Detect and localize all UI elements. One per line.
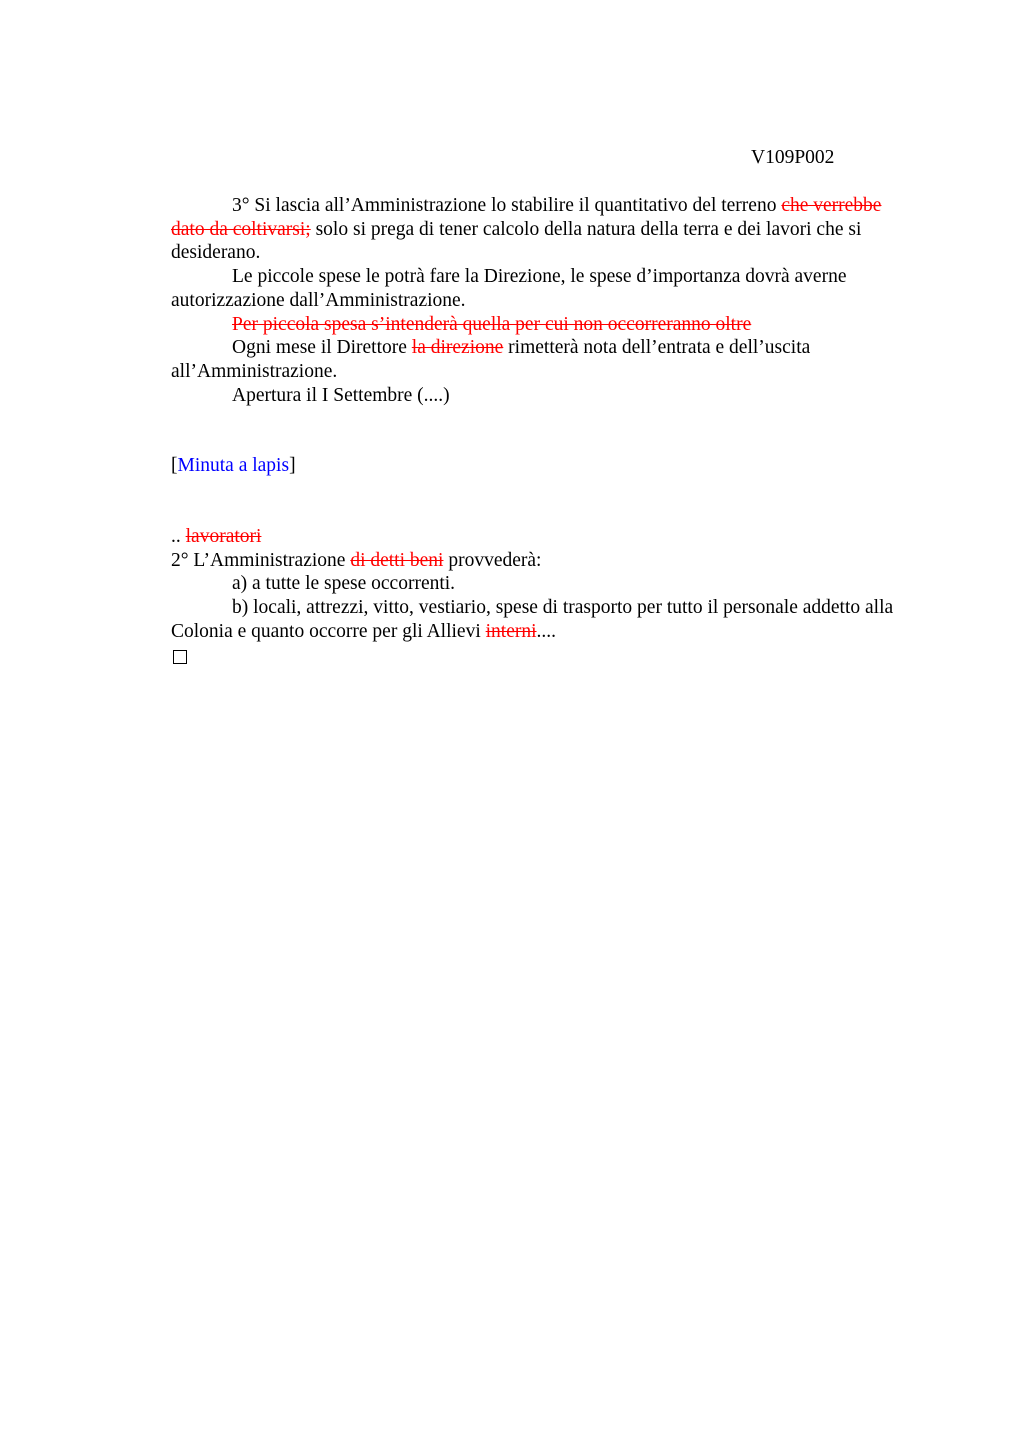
- spacer: [171, 478, 911, 525]
- paragraph-direttore: [171, 336, 911, 383]
- paragraph-text: provvederà:: [443, 549, 542, 571]
- deleted-text: interni: [485, 620, 537, 642]
- minuta-line-amministrazione: [171, 549, 911, 573]
- paragraph-text: b) locali, attrezzi, vitto, vestiario, spese di trasporto per tutto il personale addetto alla Colonia e quanto occorre per gli Allievi: [171, 597, 894, 642]
- paragraph-apertura: Apertura il I Settembre (....): [232, 384, 450, 406]
- deleted-text: la direzione: [411, 337, 504, 359]
- page-reference: V109P002: [751, 147, 835, 168]
- paragraph-text: Ogni mese il Direttore: [232, 337, 412, 359]
- editorial-note: [171, 454, 911, 478]
- minuta-item-b: [171, 596, 911, 643]
- bracket-close: ]: [289, 455, 296, 477]
- paragraph-text: 2° L’Amministrazione: [171, 549, 351, 571]
- paragraph-deleted: [171, 313, 911, 337]
- bracket-open: [: [171, 455, 178, 477]
- deleted-text: Per piccola spesa s’intenderà quella per cui non occorreranno oltre: [232, 313, 752, 335]
- minuta-item-a: a) a tutte le spese occorrenti.: [232, 573, 456, 595]
- paragraph-text: 3° Si lascia all’Amministrazione lo stabilire il quantitativo del terreno: [232, 195, 782, 216]
- deleted-text: di detti beni: [350, 549, 444, 571]
- paragraph-spese: Le piccole spese le potrà fare la Direzione, le spese d’importanza dovrà averne autorizzazione dall’Amministrazione.: [171, 266, 847, 311]
- minuta-line-lavoratori: [171, 525, 911, 549]
- paragraph-text: solo si prega di tener calcolo della natura della terra e dei lavori che si desiderano.: [171, 218, 862, 264]
- editorial-note-text: Minuta a lapis: [177, 455, 290, 477]
- paragraph-text: rimetterà nota dell’entrata e dell’uscita all’Amministrazione.: [171, 337, 811, 382]
- paragraph-text: ....: [536, 620, 557, 642]
- deleted-text: lavoratori: [185, 526, 262, 548]
- paragraph-terreno: [171, 194, 911, 265]
- document-body: [171, 194, 911, 664]
- paragraph-text: ..: [171, 526, 186, 548]
- deleted-text: che verrebbe dato da coltivarsi;: [171, 195, 882, 240]
- empty-square-icon: [173, 650, 187, 664]
- spacer: [171, 407, 911, 454]
